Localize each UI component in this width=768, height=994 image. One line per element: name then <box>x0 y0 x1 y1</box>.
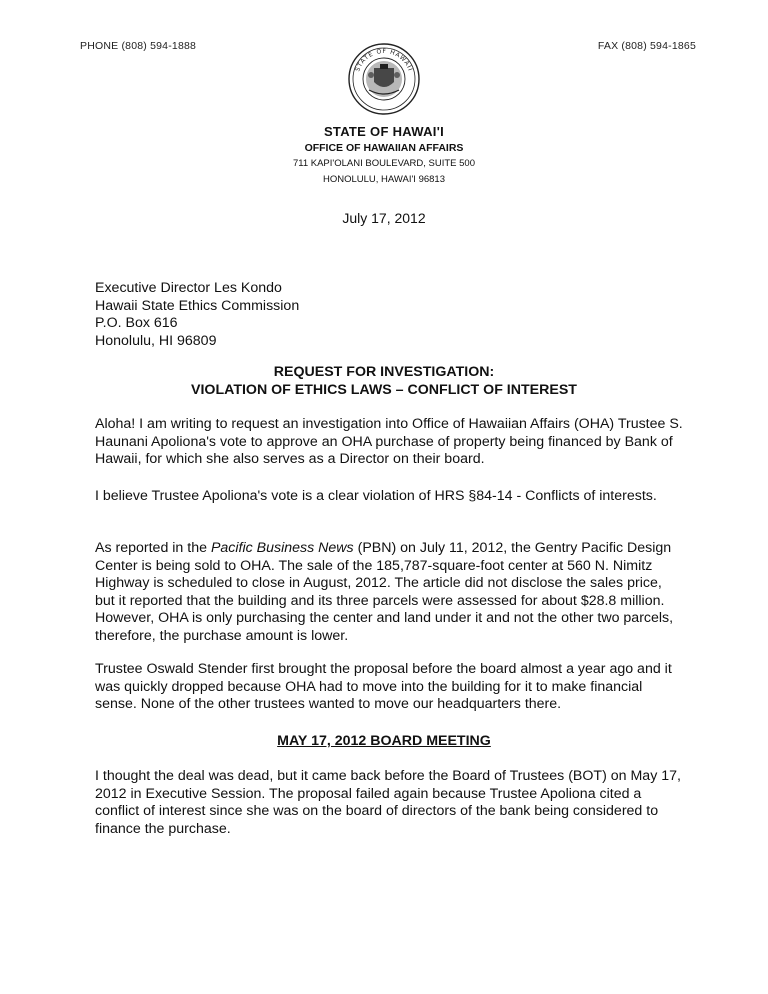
letterhead-address-line1: 711 KAPI'OLANI BOULEVARD, SUITE 500 <box>292 158 476 169</box>
letterhead-office: OFFICE OF HAWAIIAN AFFAIRS <box>304 142 464 154</box>
recipient-line: P.O. Box 616 <box>95 315 178 332</box>
pbn-text-start: As reported in the <box>95 540 211 556</box>
paragraph-board-meeting: I thought the deal was dead, but it came back before the Board of Trustees (BOT) on May 17, 2012 in Executive Session. The proposal failed again because Trustee Apoliona cited a conflict of interest since she was on the board of directors of the bank being considered to finance the purchase. <box>95 768 681 837</box>
pbn-text-rest: (PBN) on July 11, 2012, the Gentry Pacific Design Center is being sold to OHA. The sale of the 185,787-square-foot center at 560 N. Nimitz Highway is scheduled to close in August, 2012. The article did not disclose the sales price, but it reported that the building and its three parcels were assessed for about $28.8 million. However, OHA is only purchasing the center and land under it and not the other two parcels, therefore, the purchase amount is lower. <box>95 540 674 644</box>
publication-title: Pacific Business News <box>210 540 354 556</box>
section-heading-board-meeting: MAY 17, 2012 BOARD MEETING <box>277 733 491 749</box>
state-seal-graphic <box>347 42 421 116</box>
paragraph-pbn-report <box>95 540 685 646</box>
letterhead-address-line2: HONOLULU, HAWAI'I 96813 <box>322 174 445 185</box>
recipient-line: Honolulu, HI 96809 <box>95 332 217 349</box>
recipient-address <box>95 280 299 350</box>
fax-number: FAX (808) 594-1865 <box>597 40 696 52</box>
state-seal-icon <box>347 42 421 116</box>
letterhead-state: STATE OF HAWAI'I <box>323 124 445 139</box>
subject-heading <box>130 364 638 399</box>
subject-line-2: VIOLATION OF ETHICS LAWS – CONFLICT OF INTEREST <box>191 381 577 398</box>
letter-date: July 17, 2012 <box>342 210 426 226</box>
subject-line-1: REQUEST FOR INVESTIGATION: <box>273 364 495 380</box>
phone-number: PHONE (808) 594-1888 <box>80 40 197 52</box>
paragraph-violation: I believe Trustee Apoliona's vote is a clear violation of HRS §84-14 - Conflicts of interests. <box>95 488 657 504</box>
recipient-line: Hawaii State Ethics Commission <box>95 297 300 314</box>
recipient-line: Executive Director Les Kondo <box>95 280 282 296</box>
paragraph-stender-proposal: Trustee Oswald Stender first brought the proposal before the board almost a year ago and it was quickly dropped because OHA had to move into the building for it to make financial sense. None of the other trustees wanted to move our headquarters there. <box>95 661 672 713</box>
seal-text: STATE OF HAWAII <box>354 47 414 73</box>
paragraph-intro: Aloha! I am writing to request an investigation into Office of Hawaiian Affairs (OHA) Trustee S. Haunani Apoliona's vote to approve an OHA purchase of property being financed by Bank of Hawaii, for which she also serves as a Director on their board. <box>95 416 683 468</box>
